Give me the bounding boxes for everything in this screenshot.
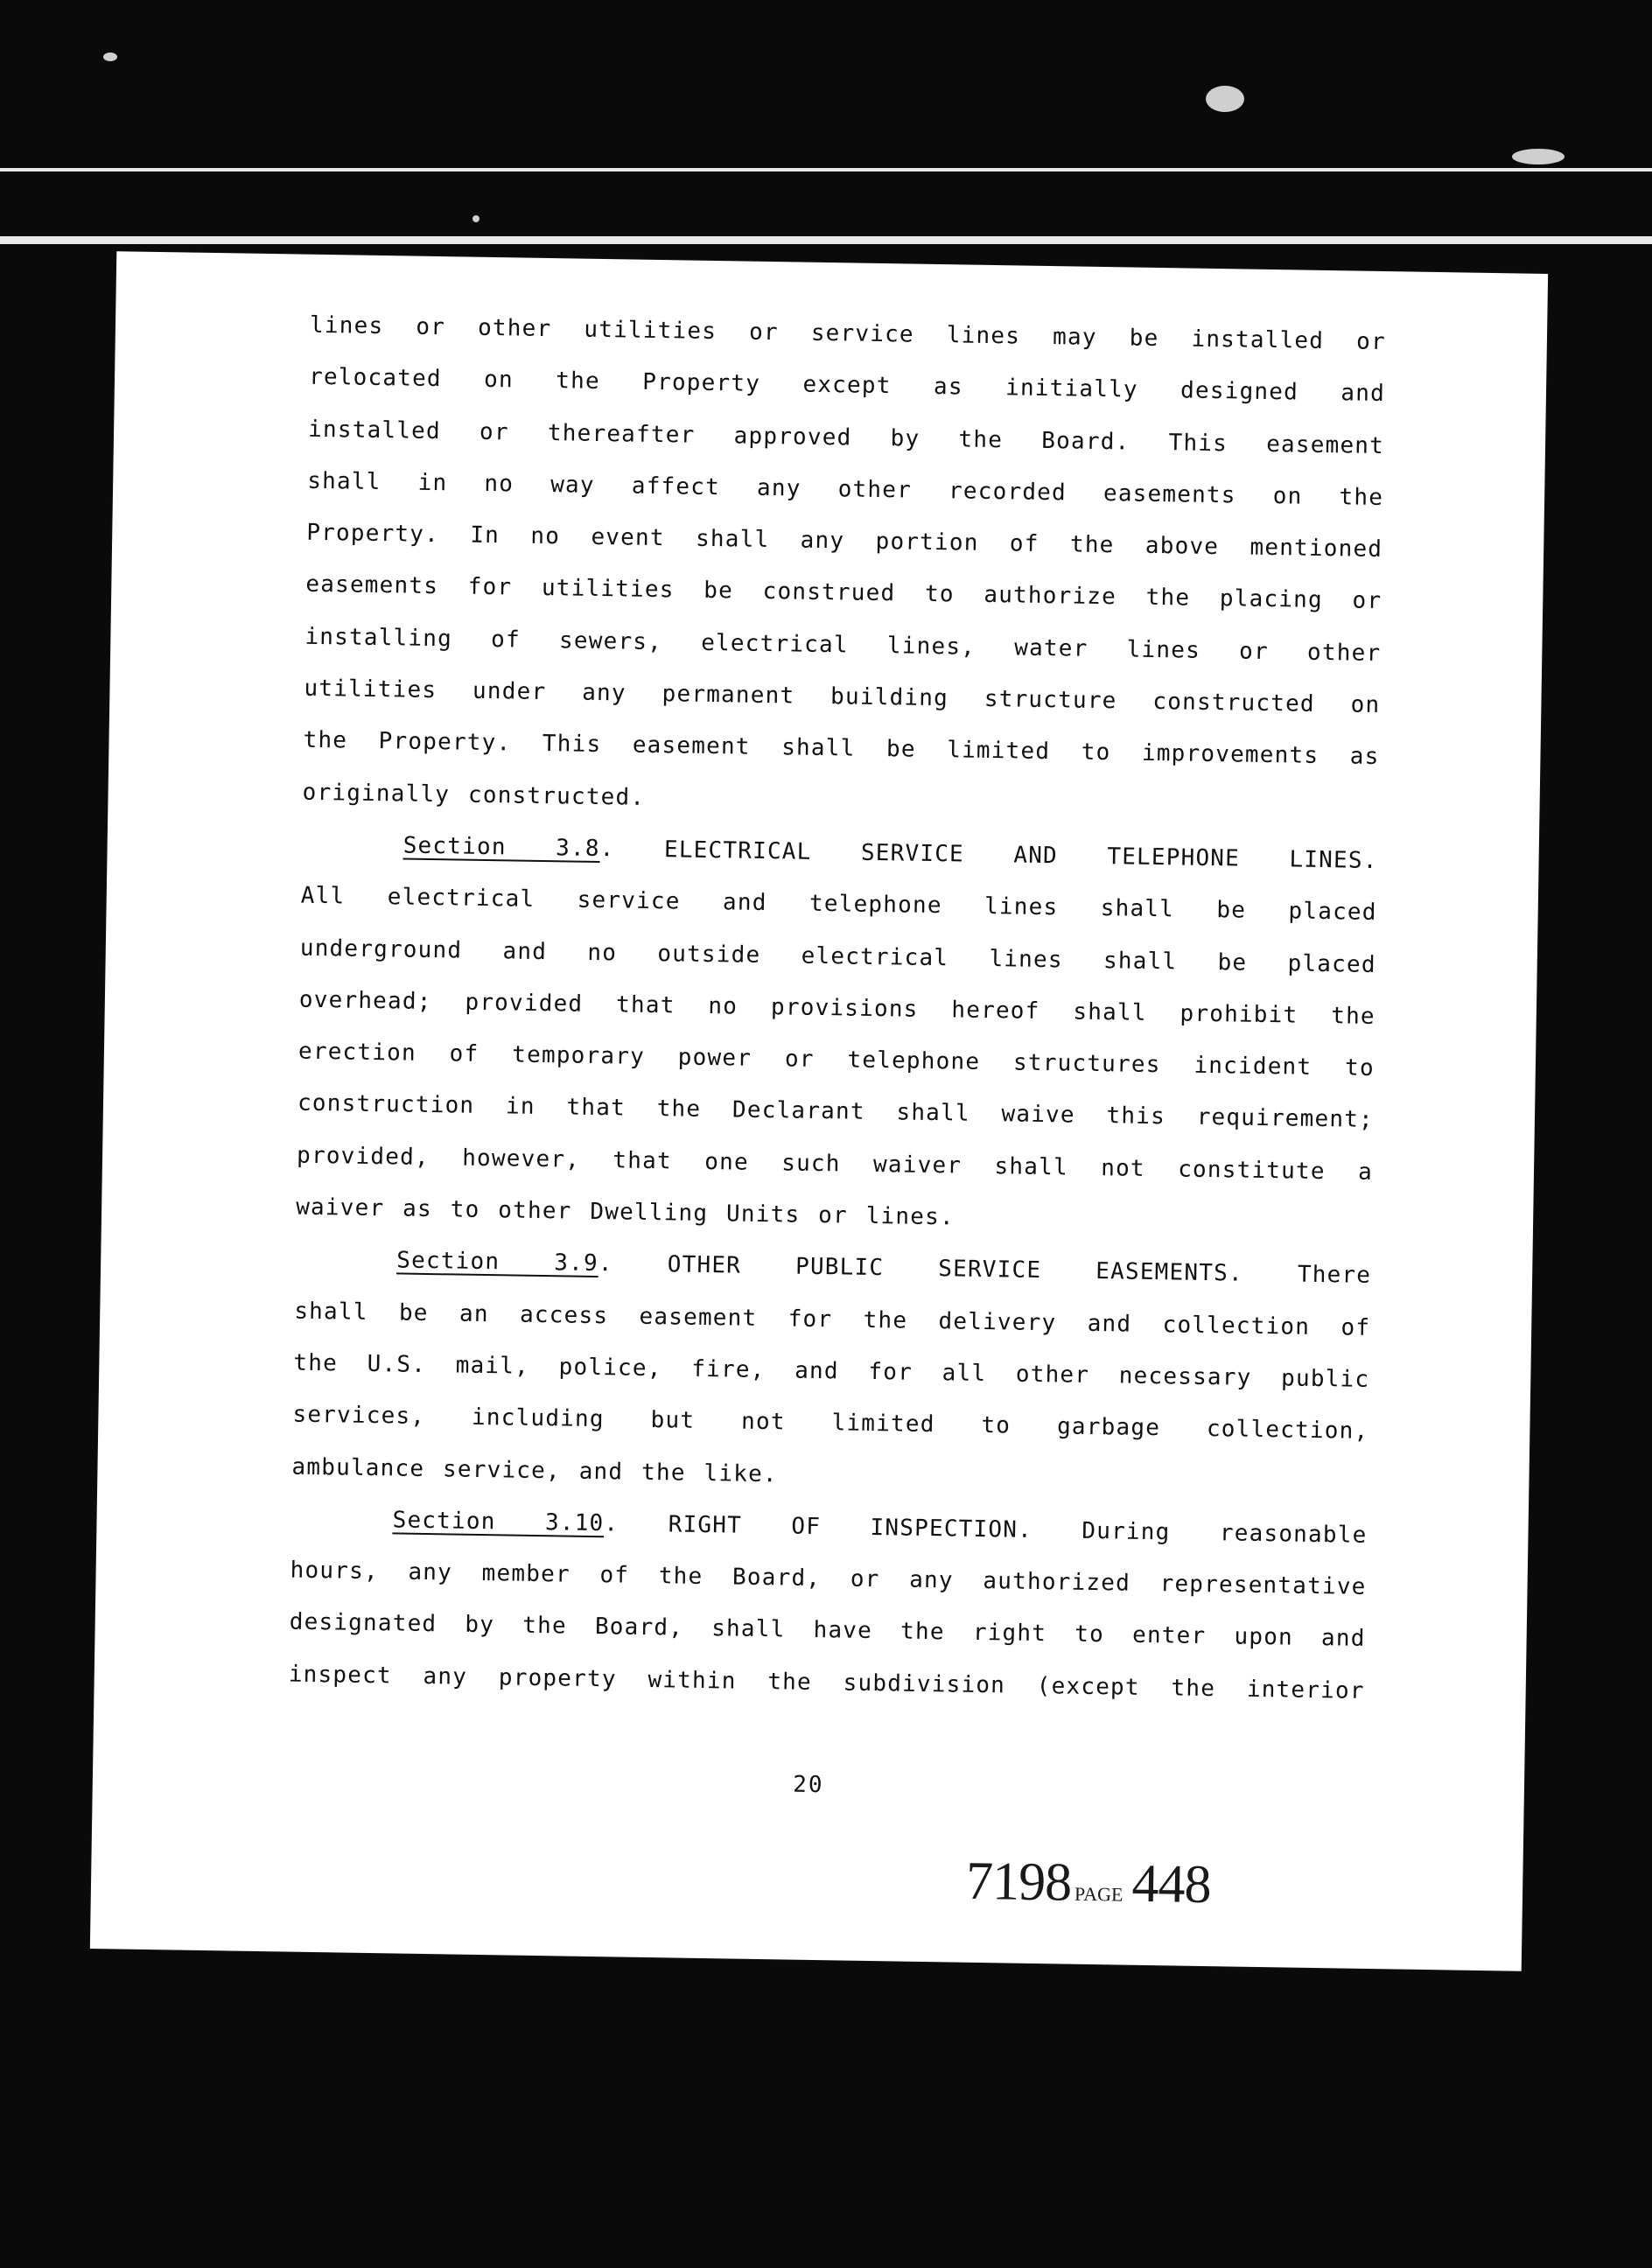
section-3-8: [296, 819, 1378, 1251]
indent: [295, 1266, 396, 1268]
text-line: erection of temporary power or telephone structures incident to: [298, 1038, 1376, 1082]
section-3-10: [288, 1493, 1368, 1717]
text-line: All electrical service and telephone lines shall be placed: [300, 882, 1377, 927]
text-line: installed or thereafter approved by the Board. This easement: [307, 416, 1385, 459]
text-line: waiver as to other Dwelling Units or lines.: [295, 1194, 956, 1231]
section-title: ELECTRICAL SERVICE AND TELEPHONE LINES.: [663, 836, 1378, 874]
text-line: overhead; provided that no provisions hereof shall prohibit the: [298, 986, 1376, 1030]
book-page-stamp: [966, 1851, 1212, 1916]
text-line: inspect any property within the subdivision (except the interior: [288, 1661, 1365, 1704]
text-line: easements for utilities be construed to authorize the placing or: [305, 571, 1382, 615]
indent: [302, 851, 403, 853]
text-line: the Property. This easement shall be limited to improvements as: [303, 727, 1380, 771]
scan-artifact-line: [0, 168, 1652, 172]
scan-artifact-line: [0, 236, 1652, 244]
text-line: ambulance service, and the like.: [291, 1453, 779, 1488]
text-line: designated by the Board, shall have the right to enter upon and: [289, 1608, 1366, 1653]
text-line: shall be an access easement for the delivery and collection of: [294, 1298, 1371, 1341]
scan-artifact-speck: [1206, 86, 1244, 112]
section-number: Section 3.9: [396, 1247, 599, 1278]
text-line: installing of sewers, electrical lines, water lines or other: [304, 623, 1382, 667]
text-line: provided, however, that one such waiver shall not constitute a: [296, 1142, 1374, 1186]
text-line: relocated on the Property except as initially designed and: [308, 364, 1386, 408]
text-line: construction in that the Declarant shall waive this requirement;: [297, 1090, 1375, 1134]
indent: [290, 1525, 392, 1527]
document-page: [90, 251, 1548, 1970]
scan-artifact-speck: [472, 215, 480, 222]
stamp-page-number: 448: [1131, 1853, 1212, 1915]
opening-paragraph: [302, 300, 1386, 836]
section-text-start: During reasonable: [1082, 1517, 1368, 1549]
section-number-period: .: [599, 836, 665, 864]
book-number: 7198: [965, 1851, 1072, 1913]
text-line: shall in no way affect any other recorded easements on the: [307, 467, 1384, 511]
text-line: utilities under any permanent building structure constructed on: [304, 675, 1381, 719]
section-number-period: .: [598, 1250, 668, 1278]
text-line: lines or other utilities or service lines may be installed or: [309, 312, 1387, 356]
section-title: OTHER PUBLIC SERVICE EASEMENTS.: [667, 1251, 1244, 1287]
page-number: 20: [793, 1771, 824, 1799]
scan-artifact-speck: [103, 52, 117, 61]
text-line: originally constructed.: [302, 779, 646, 811]
section-number: Section 3.10: [392, 1507, 605, 1537]
text-line: underground and no outside electrical lines shall be placed: [299, 934, 1376, 978]
text-line: the U.S. mail, police, fire, and for all other necessary public: [293, 1349, 1370, 1393]
section-number-period: .: [604, 1510, 668, 1538]
page-label: PAGE: [1074, 1882, 1124, 1906]
section-3-9: [291, 1234, 1372, 1510]
section-number: Section 3.8: [402, 832, 600, 862]
scan-artifact-speck: [1512, 149, 1564, 164]
text-line: services, including but not limited to garbage collection,: [292, 1401, 1369, 1446]
text-line: hours, any member of the Board, or any authorized representative: [290, 1557, 1367, 1601]
section-text-start: There: [1297, 1261, 1372, 1290]
document-body: [288, 300, 1386, 1718]
text-line: Property. In no event shall any portion of the above mentioned: [306, 519, 1383, 564]
section-title: RIGHT OF INSPECTION.: [668, 1511, 1033, 1544]
